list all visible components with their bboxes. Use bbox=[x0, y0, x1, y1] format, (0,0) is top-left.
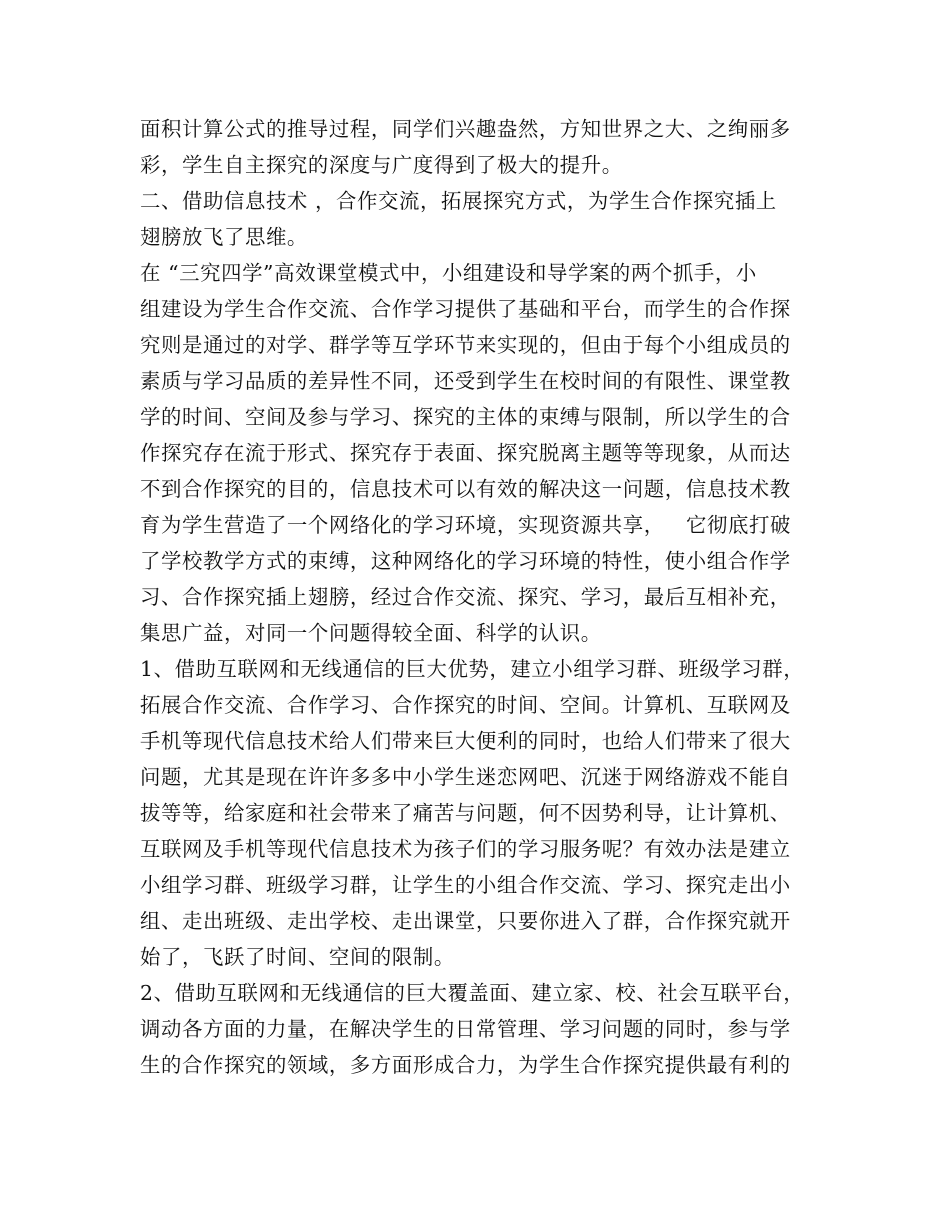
text-line: 作探究存在流于形式、探究存于表面、探究脱离主题等等现象，从而达 bbox=[140, 441, 791, 465]
text-line: 组建设为学生合作交流、合作学习提供了基础和平台，而学生的合作探 bbox=[140, 297, 791, 321]
text-line: 育为学生营造了一个网络化的学习环境，实现资源共享， 它彻底打破 bbox=[140, 513, 791, 537]
text-line: 了学校教学方式的束缚，这种网络化的学习环境的特性，使小组合作学 bbox=[140, 549, 791, 573]
text-line: 究则是通过的对学、群学等互学环节来实现的，但由于每个小组成员的 bbox=[140, 333, 791, 357]
text-line: 在 “三究四学”高效课堂模式中，小组建设和导学案的两个抓手，小 bbox=[140, 261, 757, 285]
section-heading-line: 翅膀放飞了思维。 bbox=[140, 225, 308, 249]
text-line: 生的合作探究的领域，多方面形成合力，为学生合作探究提供最有利的 bbox=[140, 1053, 791, 1077]
text-line: 拔等等，给家庭和社会带来了痛苦与问题，何不因势利导，让计算机、 bbox=[140, 801, 791, 825]
text-line: 手机等现代信息技术给人们带来巨大便利的同时，也给人们带来了很大 bbox=[140, 729, 791, 753]
text-line: 问题，尤其是现在许许多多中小学生迷恋网吧、沉迷于网络游戏不能自 bbox=[140, 765, 791, 789]
text-line: 不到合作探究的目的，信息技术可以有效的解决这一问题，信息技术教 bbox=[140, 477, 791, 501]
subsection-line: 1、借助互联网和无线通信的巨大优势，建立小组学习群、班级学习群， bbox=[140, 657, 805, 681]
text-line: 组、走出班级、走出学校、走出课堂，只要你进入了群，合作探究就开 bbox=[140, 909, 791, 933]
section-heading-line: 二、借助信息技术 ，合作交流，拓展探究方式，为学生合作探究插上 bbox=[140, 189, 777, 213]
text-line: 互联网及手机等现代信息技术为孩子们的学习服务呢？有效办法是建立 bbox=[140, 837, 791, 861]
text-line: 小组学习群、班级学习群，让学生的小组合作交流、学习、探究走出小 bbox=[140, 873, 791, 897]
text-line: 素质与学习品质的差异性不同，还受到学生在校时间的有限性、课堂教 bbox=[140, 369, 791, 393]
text-line: 面积计算公式的推导过程，同学们兴趣盎然，方知世界之大、之绚丽多 bbox=[140, 117, 791, 141]
text-line: 学的时间、空间及参与学习、探究的主体的束缚与限制，所以学生的合 bbox=[140, 405, 791, 429]
document-page bbox=[140, 111, 830, 1083]
text-line: 始了，飞跃了时间、空间的限制。 bbox=[140, 945, 455, 969]
subsection-line: 2、借助互联网和无线通信的巨大覆盖面、建立家、校、社会互联平台， bbox=[140, 981, 805, 1005]
text-line: 调动各方面的力量，在解决学生的日常管理、学习问题的同时，参与学 bbox=[140, 1017, 791, 1041]
text-line: 习、合作探究插上翅膀，经过合作交流、探究、学习，最后互相补充， bbox=[140, 585, 791, 609]
text-line: 彩，学生自主探究的深度与广度得到了极大的提升。 bbox=[140, 153, 623, 177]
text-line: 拓展合作交流、合作学习、合作探究的时间、空间。计算机、互联网及 bbox=[140, 693, 791, 717]
text-line: 集思广益，对同一个问题得较全面、科学的认识。 bbox=[140, 621, 602, 645]
